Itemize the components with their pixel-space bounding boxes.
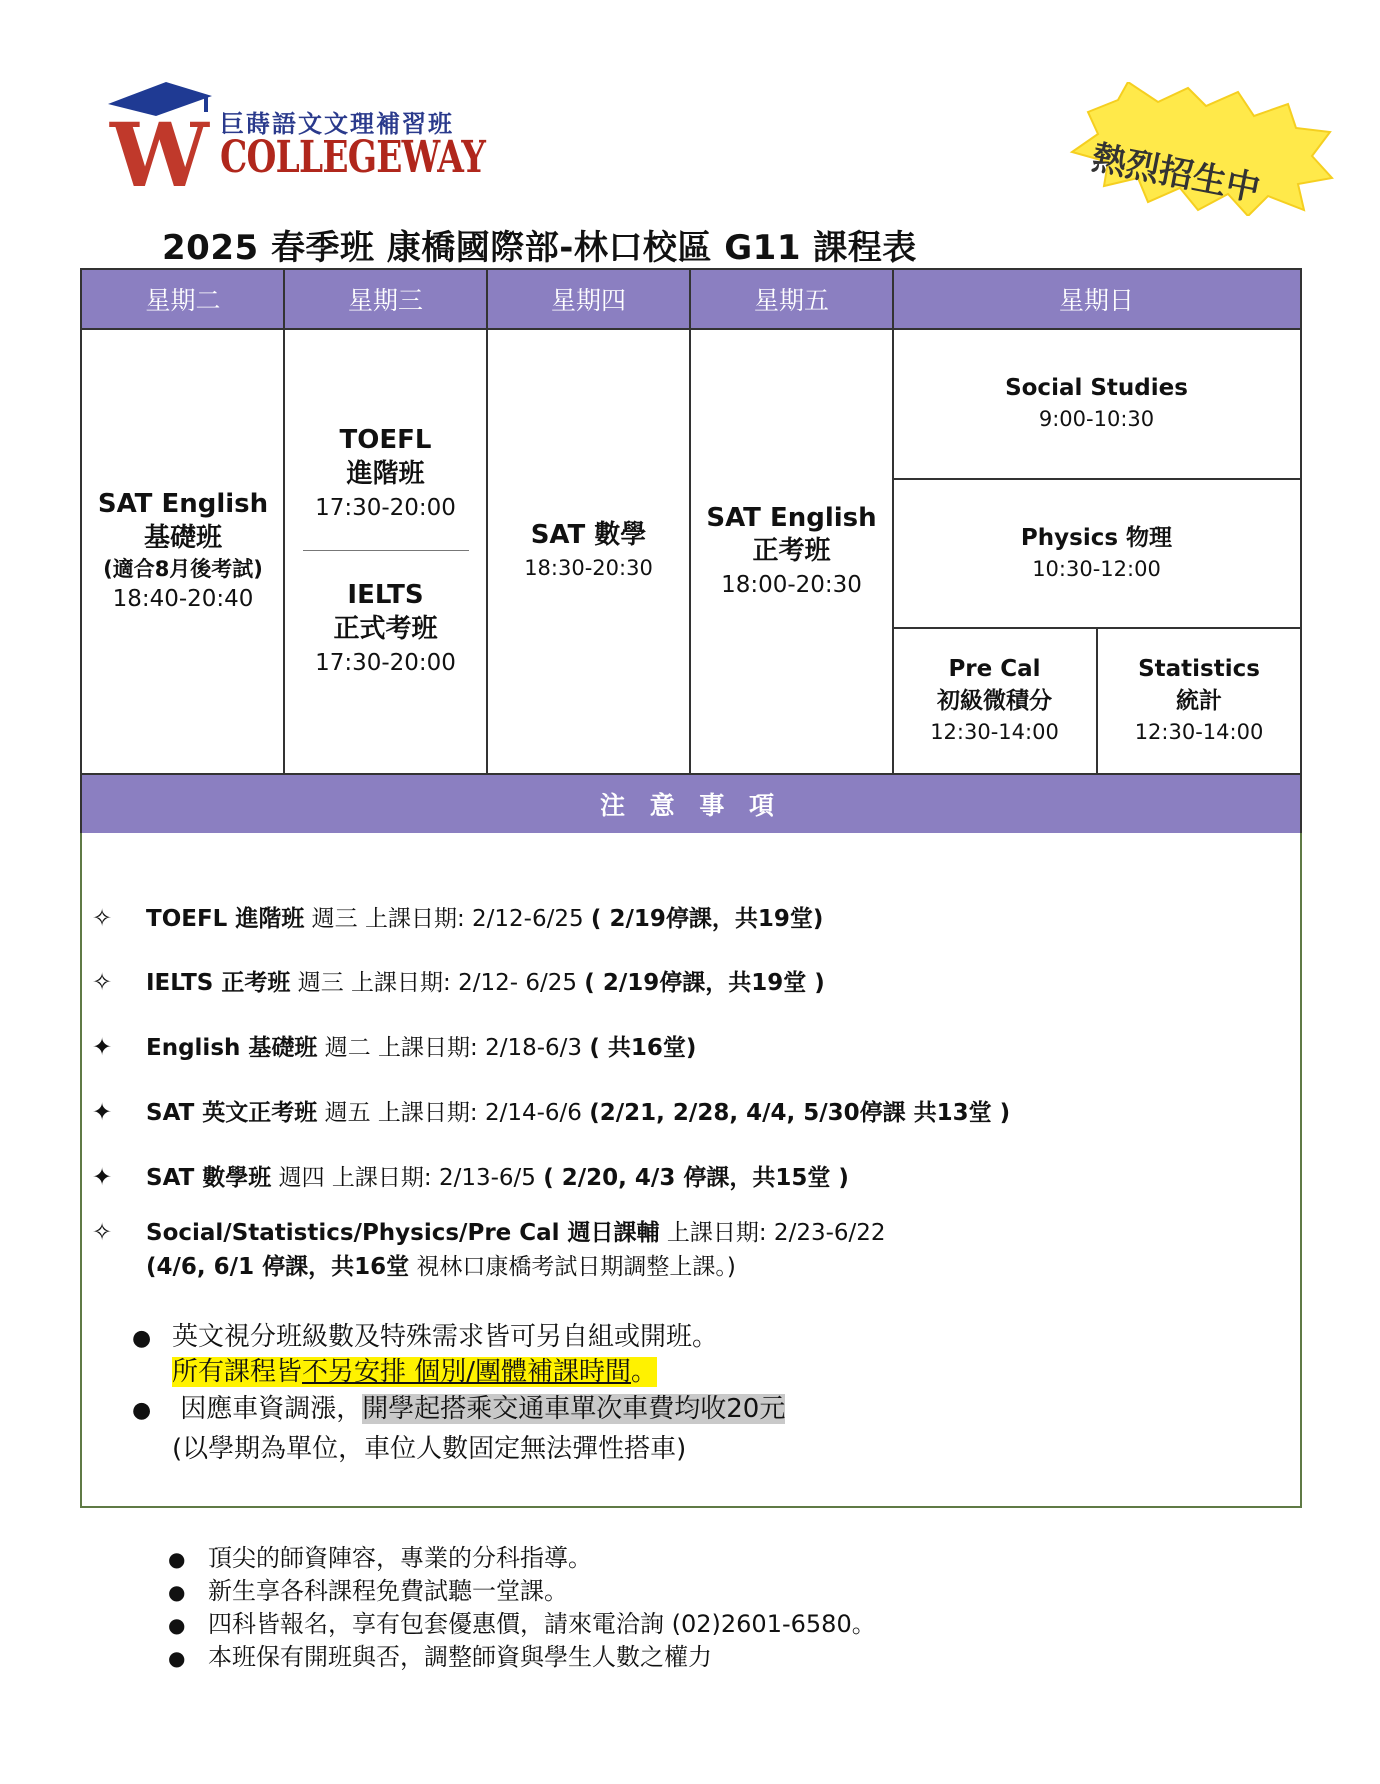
note-item: ✦ SAT 英文正考班 週五 上課日期: 2/14-6/6 (2/21, 2/28, 4/4, 5/30停課 共13堂 ) xyxy=(92,1098,1011,1126)
star-icon: ✦ xyxy=(92,1163,113,1191)
footer-item: ● 本班保有開班與否，調整師資與學生人數之權力 xyxy=(168,1643,712,1671)
day-header-thu: 星期四 xyxy=(487,270,690,330)
class-level: 基礎班 xyxy=(143,522,222,553)
class-time: 9:00-10:30 xyxy=(1038,407,1155,432)
bullet-item-continued: (以學期為單位，車位人數固定無法彈性搭車) xyxy=(172,1434,687,1464)
class-level: 正考班 xyxy=(752,536,831,567)
class-sat-math xyxy=(487,330,690,773)
day-header-tue: 星期二 xyxy=(82,270,284,330)
sparkle-icon: ✧ xyxy=(92,1218,113,1246)
note-item: ✧ TOEFL 進階班 週三 上課日期: 2/12-6/25 ( 2/19停課，共19堂) xyxy=(92,904,824,932)
class-sat-english-exam xyxy=(690,330,893,773)
note-item: ✦ SAT 數學班 週四 上課日期: 2/13-6/5 ( 2/20, 4/3 停課，共15堂 ) xyxy=(92,1163,849,1191)
bullet-icon: ● xyxy=(168,1580,186,1604)
class-title: SAT 數學 xyxy=(530,519,647,550)
class-title: Statistics xyxy=(1138,656,1260,683)
class-physics xyxy=(893,480,1300,627)
star-icon: ✦ xyxy=(92,1098,113,1126)
class-level: 統計 xyxy=(1176,688,1222,715)
class-time: 17:30-20:00 xyxy=(315,649,456,676)
bullet-icon: ● xyxy=(168,1613,186,1637)
bullet-item: ● 英文視分班級數及特殊需求皆可另自組或開班。 xyxy=(132,1322,719,1352)
enrollment-badge: 熱烈招生中 xyxy=(1088,137,1264,210)
svg-text:W: W xyxy=(110,103,209,192)
class-time: 10:30-12:00 xyxy=(1032,556,1161,581)
collegeway-logo xyxy=(108,82,486,192)
sparkle-icon: ✧ xyxy=(92,968,113,996)
divider xyxy=(303,550,469,551)
class-title: Pre Cal xyxy=(948,656,1041,683)
class-level: 初級微積分 xyxy=(937,688,1052,715)
class-pre-cal xyxy=(893,629,1096,773)
class-title: SAT English xyxy=(97,488,269,519)
note-item-continued: (4/6, 6/1 停課，共16堂 視林口康橋考試日期調整上課。) xyxy=(146,1254,736,1280)
footer-item: ● 頂尖的師資陣容，專業的分科指導。 xyxy=(168,1544,592,1572)
logo-chinese-name: 巨蒔語文文理補習班 xyxy=(220,109,454,138)
class-title: TOEFL xyxy=(339,425,432,456)
class-statistics xyxy=(1098,629,1300,773)
page-title: 2025 春季班 康橋國際部-林口校區 G11 課程表 xyxy=(162,228,917,268)
class-social-studies xyxy=(893,330,1300,478)
class-title: Physics 物理 xyxy=(1020,524,1173,551)
bullet-item-continued: 所有課程皆不另安排 個別/團體補課時間。 xyxy=(172,1357,658,1387)
class-level: 正式考班 xyxy=(333,613,438,644)
bullet-icon: ● xyxy=(168,1646,186,1670)
bullet-item: ● 因應車資調漲，開學起搭乘交通車單次車費均收20元 xyxy=(132,1394,786,1424)
class-level: 進階班 xyxy=(346,459,425,490)
note-item: ✧ Social/Statistics/Physics/Pre Cal 週日課輔 上課日期: 2/23-6/22 xyxy=(92,1218,886,1246)
class-time: 12:30-14:00 xyxy=(930,720,1059,745)
footer-item: ● 四科皆報名，享有包套優惠價，請來電洽詢 (02)2601-6580。 xyxy=(168,1610,876,1638)
day-header-wed: 星期三 xyxy=(284,270,487,330)
note-item: ✧ IELTS 正考班 週三 上課日期: 2/12- 6/25 ( 2/19停課，共19堂 ) xyxy=(92,968,825,996)
class-title: IELTS xyxy=(347,580,424,610)
class-time: 12:30-14:00 xyxy=(1134,720,1264,745)
day-header-sun: 星期日 xyxy=(893,270,1300,330)
sparkle-icon: ✧ xyxy=(92,904,113,932)
day-header-fri: 星期五 xyxy=(690,270,893,330)
footer-item: ● 新生享各科課程免費試聽一堂課。 xyxy=(168,1577,568,1605)
bullet-icon: ● xyxy=(132,1326,152,1351)
notes-heading: 注 意 事 項 xyxy=(80,775,1302,833)
bullet-icon: ● xyxy=(132,1398,152,1423)
bullet-icon: ● xyxy=(168,1547,186,1571)
class-sat-english-basic xyxy=(82,330,284,773)
class-time: 18:40-20:40 xyxy=(112,585,254,612)
wednesday-classes xyxy=(284,330,487,773)
class-time: 17:30-20:00 xyxy=(315,494,456,521)
logo-english-name: COLLEGEWAY xyxy=(220,132,486,183)
class-note: (適合8月後考試) xyxy=(103,556,263,581)
class-time: 18:00-20:30 xyxy=(721,572,862,599)
note-item: ✦ English 基礎班 週二 上課日期: 2/18-6/3 ( 共16堂) xyxy=(92,1033,697,1061)
class-time: 18:30-20:30 xyxy=(524,555,653,580)
class-title: SAT English xyxy=(706,502,877,533)
class-title: Social Studies xyxy=(1005,375,1188,402)
schedule-table xyxy=(80,268,1302,775)
star-icon: ✦ xyxy=(92,1033,113,1061)
